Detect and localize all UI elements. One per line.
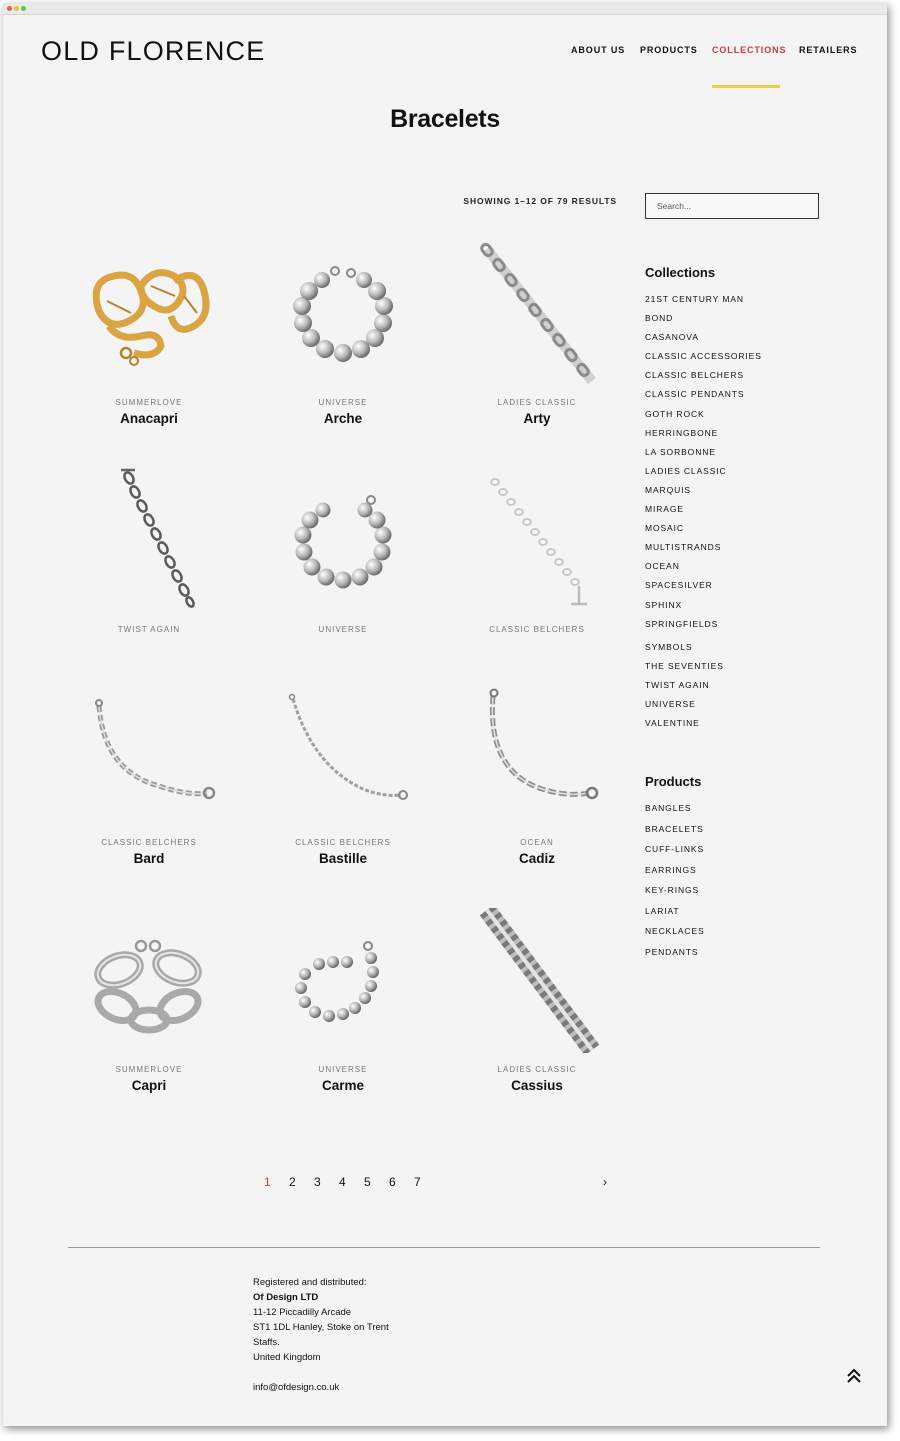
sidebar-link-collections[interactable]: MARQUIS (645, 484, 691, 495)
sidebar-link-products[interactable]: BRACELETS (645, 823, 704, 834)
nav-about-us[interactable]: ABOUT US (571, 45, 626, 55)
sidebar-link-collections[interactable]: VALENTINE (645, 717, 700, 728)
sidebar-link-products[interactable]: LARIAT (645, 905, 680, 916)
product-name[interactable]: Cassius (511, 1078, 563, 1093)
product-collection: UNIVERSE (318, 1065, 368, 1074)
sidebar-link-collections[interactable]: CLASSIC PENDANTS (645, 389, 745, 400)
products-heading: Products (645, 774, 702, 789)
page-link-1[interactable]: 1 (264, 1175, 271, 1189)
sidebar-link-collections[interactable]: MIRAGE (645, 504, 684, 515)
product-collection: CLASSIC BELCHERS (101, 838, 197, 847)
curved-chain-bracelet-icon[interactable] (467, 681, 607, 826)
product-name[interactable]: Bard (133, 851, 165, 866)
ball-bracelet-icon[interactable] (273, 468, 413, 613)
sidebar-link-collections[interactable]: GOTH ROCK (645, 408, 705, 419)
product-collection: UNIVERSE (318, 625, 368, 634)
ball-bracelet-icon[interactable] (273, 241, 413, 386)
sidebar-link-collections[interactable]: LA SORBONNE (645, 446, 716, 457)
sidebar-link-products[interactable]: NECKLACES (645, 926, 705, 936)
page-link-4[interactable]: 4 (339, 1175, 346, 1189)
product-collection: UNIVERSE (318, 398, 368, 407)
product-collection: LADIES CLASSIC (497, 398, 577, 407)
browser-window (3, 3, 887, 1426)
sidebar-link-collections[interactable]: BOND (645, 313, 674, 324)
nav-collections[interactable]: COLLECTIONS (712, 45, 787, 55)
sidebar-link-collections[interactable]: SPACESILVER (645, 580, 713, 591)
back-to-top-icon[interactable] (845, 1367, 863, 1385)
product-name[interactable]: Anacapri (120, 411, 178, 426)
next-page-icon[interactable]: › (603, 1175, 607, 1189)
search-input[interactable] (645, 193, 819, 219)
sidebar-link-collections[interactable]: LADIES CLASSIC (645, 465, 727, 476)
sidebar-link-collections[interactable]: CASANOVA (645, 332, 699, 343)
minimize-window-icon[interactable] (14, 6, 19, 11)
sidebar-link-collections[interactable]: HERRINGBONE (645, 427, 719, 438)
sidebar-link-collections[interactable]: CLASSIC ACCESSORIES (645, 351, 762, 362)
footer-email-link[interactable]: info@ofdesign.co.uk (253, 1382, 340, 1393)
sidebar-link-collections[interactable]: UNIVERSE (645, 698, 696, 709)
collections-heading: Collections (645, 265, 716, 280)
sidebar-link-collections[interactable]: 21ST CENTURY MAN (645, 294, 744, 304)
product-name[interactable]: Bastille (318, 851, 368, 866)
product-name[interactable]: Capri (131, 1078, 167, 1093)
footer-address-1: 11-12 Piccadilly Arcade (253, 1307, 352, 1318)
page-link-7[interactable]: 7 (414, 1175, 421, 1189)
product-collection: SUMMERLOVE (115, 398, 183, 407)
brand-logo[interactable]: OLD FLORENCE (41, 36, 266, 66)
nav-products[interactable]: PRODUCTS (640, 45, 698, 55)
page-link-3[interactable]: 3 (314, 1175, 321, 1189)
product-name[interactable]: Arche (323, 411, 363, 426)
title-bar (3, 3, 887, 15)
sidebar-link-products[interactable]: KEY-RINGS (645, 885, 700, 895)
products-list (645, 802, 705, 966)
results-count: SHOWING 1–12 OF 79 RESULTS (463, 196, 617, 206)
maximize-window-icon[interactable] (21, 6, 26, 11)
footer-divider (68, 1247, 820, 1248)
sidebar-link-products[interactable]: CUFF-LINKS (645, 844, 705, 854)
product-name[interactable]: Carme (321, 1078, 365, 1093)
page-title: Bracelets (390, 105, 500, 133)
sidebar-link-collections[interactable]: OCEAN (645, 561, 680, 572)
sidebar-link-collections[interactable]: MOSAIC (645, 523, 684, 534)
gold-chain-bracelet-icon[interactable] (79, 241, 219, 386)
chain-bracelet-icon[interactable] (467, 241, 607, 386)
sidebar-link-products[interactable]: PENDANTS (645, 946, 699, 957)
product-collection: OCEAN (520, 838, 554, 847)
footer-address-2: ST1 1DL Hanley, Stoke on Trent (253, 1322, 389, 1333)
product-name[interactable]: Cadiz (518, 851, 555, 866)
sidebar-link-collections[interactable]: SPRINGFIELDS (645, 618, 719, 629)
page-link-2[interactable]: 2 (289, 1175, 296, 1189)
sidebar-link-collections[interactable]: SYMBOLS (645, 641, 693, 652)
footer-address-3: Staffs. (253, 1337, 280, 1348)
close-window-icon[interactable] (7, 6, 12, 11)
nav-retailers[interactable]: RETAILERS (799, 45, 858, 55)
curved-chain-bracelet-icon[interactable] (79, 681, 219, 826)
footer-company: Of Design LTD (253, 1292, 319, 1303)
product-collection: CLASSIC BELCHERS (295, 838, 391, 847)
sidebar-link-collections[interactable]: SPHINX (645, 599, 683, 610)
silver-link-bracelet-icon[interactable] (79, 908, 219, 1053)
product-collection: CLASSIC BELCHERS (489, 625, 585, 634)
twist-chain-bracelet-icon[interactable] (79, 468, 219, 613)
collections-list (645, 293, 762, 736)
heavy-chain-bracelet-icon[interactable] (467, 908, 607, 1053)
ball-bracelet-icon[interactable] (273, 908, 413, 1053)
footer-registered: Registered and distributed: (253, 1277, 367, 1288)
sidebar-link-collections[interactable]: THE SEVENTIES (645, 660, 724, 671)
fine-chain-bracelet-icon[interactable] (467, 468, 607, 613)
sidebar-link-collections[interactable]: MULTISTRANDS (645, 542, 722, 553)
active-nav-indicator (712, 85, 780, 88)
sidebar-link-collections[interactable]: CLASSIC BELCHERS (645, 370, 744, 381)
sidebar-link-collections[interactable]: TWIST AGAIN (645, 679, 710, 690)
product-name[interactable]: Arty (523, 411, 551, 426)
product-collection: TWIST AGAIN (117, 625, 181, 634)
page-link-6[interactable]: 6 (389, 1175, 396, 1189)
footer-country: United Kingdom (253, 1352, 321, 1363)
product-collection: SUMMERLOVE (115, 1065, 183, 1074)
product-collection: LADIES CLASSIC (497, 1065, 577, 1074)
curved-chain-bracelet-icon[interactable] (273, 681, 413, 826)
sidebar-link-products[interactable]: EARRINGS (645, 864, 697, 875)
page-link-5[interactable]: 5 (364, 1175, 371, 1189)
sidebar-link-products[interactable]: BANGLES (645, 803, 692, 813)
